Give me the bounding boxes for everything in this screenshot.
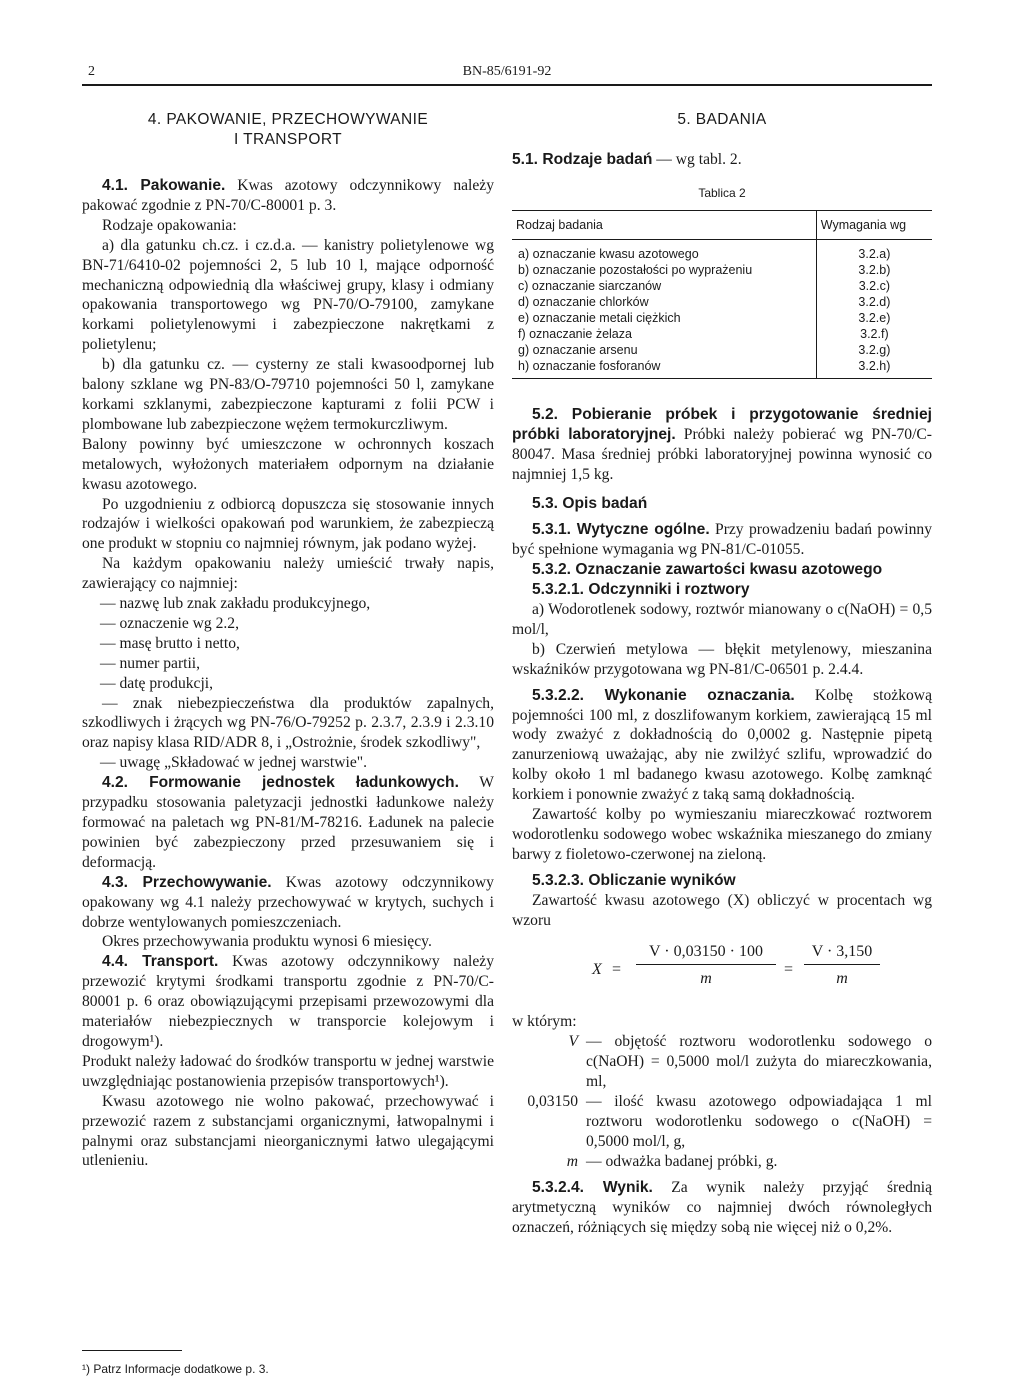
table-cell: a) oznaczanie kwasu azotowego <box>512 239 816 262</box>
table-row <box>512 262 932 278</box>
definition-item <box>512 1152 932 1172</box>
table-cell: 3.2.f) <box>860 326 889 341</box>
list-item: — uwagę „Składować w jednej warstwie". <box>100 754 368 772</box>
page-number: 2 <box>88 64 95 79</box>
paragraph-4-1: 4.1. Pakowanie. Kwas azotowy odczynnikowy należy pakować zgodnie z PN-70/C-80001 p. 3. <box>82 177 495 214</box>
heading-5-3-2: 5.3.2. Oznaczanie zawartości kwasu azotowego <box>532 561 883 579</box>
calculation-formula <box>512 942 932 1002</box>
paragraph-4-2: 4.2. Formowanie jednostek ładunkowych. W przypadku stosowania paletyzacji jednostki ładunkowe należy formować na paletach wg PN-81/M-78216. Ładunek na palecie powinien być zabezpieczony przed przesuwaniem się i deformacją. <box>82 774 494 871</box>
paragraph-5-3-2-2: 5.3.2.2. Wykonanie oznaczania. Kolbę stożkową pojemności 100 ml, z doszlifowanym korkiem, zawierającą 15 ml wody zważyć z dokładnością do 0,0002 g. Następnie pipetą zanurzeniową uważając, aby nie zwilżyć szlifu, wprowadzić do kolby około 1 ml badanego kwasu azotowego. Kolbę zamknąć korkiem i ponownie zważyć z taką samą dokładnością. <box>512 686 932 804</box>
list-item: — oznaczenie wg 2.2, <box>100 614 239 632</box>
paragraph-packaging-b: b) dla gatunku cz. — cysterny ze stali kwasoodpornej lub balony szklane wg PN-83/O-79710 pojemności 50 l, zamykane korkami szklanymi, zabezpieczone kapturami z folii PCW i plombowane lub zabezpieczone wężem termokurczliwym. <box>82 356 494 433</box>
table-cell: b) oznaczanie pozostałości po wyprażeniu <box>512 262 816 278</box>
list-item: — datę produkcji, <box>100 674 214 692</box>
formula-fraction-2 <box>804 942 880 989</box>
table-cell: 3.2.h) <box>816 358 932 379</box>
table-cell: 3.2.c) <box>858 278 890 293</box>
paragraph-5-3-2-4: 5.3.2.4. Wynik. Za wynik należy przyjąć średnią arytmetyczną wyników co najmniej dwóch równoległych oznaczeń, różniących się między sobą nie więcej niż o 0,2%. <box>512 1178 933 1236</box>
paragraph-4-4: 4.4. Transport. Kwas azotowy odczynnikowy należy przewozić krytymi środkami transportu zgodnie z PN-70/C-80001 p. 6 oraz obowiązującymi przepisami przewozowymi dla materiałów niebezpiecznych w transporcie kolejowym i drogowym¹). <box>82 953 494 1050</box>
table-row <box>512 278 932 294</box>
table-cell: d) oznaczanie chlorków <box>512 294 816 310</box>
formula-equals: = <box>784 961 794 979</box>
formula-lhs: X <box>592 961 602 979</box>
paragraph-4-3: 4.3. Przechowywanie. Kwas azotowy odczynnikowy opakowany wg 4.1 należy przechowywać w krytych, suchych i dobrze wentylowanych pomieszczeniach. <box>82 873 494 931</box>
definition-text: — ilość kwasu azotowego odpowiadająca 1 ml roztworu wodorotlenku sodowego o c(NaOH) = 0,5000 mol/l, g, <box>586 1093 932 1150</box>
paragraph-5-1: 5.1. Rodzaje badań — wg tabl. 2. <box>512 151 742 168</box>
formula-fraction-1 <box>636 942 776 989</box>
table-row <box>512 326 932 342</box>
paragraph-loading: Produkt należy ładować do środków transportu w jednej warstwie uwzględniając postanowienia przepisów transportowych¹). <box>82 1052 494 1090</box>
footnote-rule <box>82 1350 182 1351</box>
paragraph-label-intro: Na każdym opakowaniu należy umieścić trwały napis, zawierający co najmniej: <box>82 555 494 593</box>
table-cell: h) oznaczanie fosforanów <box>512 358 816 379</box>
definition-symbol: V <box>568 1033 578 1051</box>
table-cell: 3.2.e) <box>858 310 891 325</box>
formula-equals: = <box>612 961 622 979</box>
paragraph-reagent-b: b) Czerwień metylowa — błękit metylenowy, mieszanina wskaźników przygotowana wg PN-81/C-06501 p. 2.4.4. <box>512 640 932 678</box>
heading-5-3-2-3: 5.3.2.3. Obliczanie wyników <box>532 871 736 889</box>
table-cell: f) oznaczanie żelaza <box>512 326 816 342</box>
list-item: — znak niebezpieczeństwa dla produktów zapalnych, szkodliwych i żrących wg PN-76/O-79252 p. 2.3.7, 2.3.9 i 2.3.10 oraz napisy klasa RID/ADR 8, i „Ostrożnie, środek szkodliwy", <box>82 694 494 752</box>
table-row <box>512 310 932 326</box>
left-column <box>82 110 494 1171</box>
column-header: Rodzaj badania <box>512 210 816 239</box>
column-header: Wymagania wg <box>816 210 932 239</box>
paragraph-balony: Balony powinny być umieszczone w ochronnych koszach metalowych, wyłożonych materiałem odpornym na działanie kwasu azotowego. <box>82 435 494 493</box>
fraction-numerator: V · 0,03150 · 100 <box>636 942 776 965</box>
table-cell: 3.2.g) <box>858 342 891 357</box>
table-row <box>512 358 932 379</box>
definition-item <box>512 1092 932 1152</box>
definition-item <box>512 1032 932 1092</box>
fraction-denominator: m <box>836 970 848 988</box>
section-5-title: 5. BADANIA <box>677 111 767 128</box>
definition-text: — objętość roztworu wodorotlenku sodowego o c(NaOH) = 0,5000 mol/l zużyta do miareczkowania, ml, <box>586 1033 932 1091</box>
paragraph-5-3-1: 5.3.1. Wytyczne ogólne. Przy prowadzeniu badań powinny być spełnione wymagania wg PN-81/C-01055. <box>512 521 932 559</box>
paragraph-titration: Zawartość kolby po wymieszaniu miareczkować roztworem wodorotlenku sodowego wobec wskaźnika mieszanego do zmiany barwy z fioletowo-czerwonej na zieloną. <box>512 806 932 863</box>
document-code: BN-85/6191-92 <box>462 64 552 79</box>
list-item: — numer partii, <box>100 654 201 672</box>
table-cell: c) oznaczanie siarczanów <box>512 278 816 294</box>
table-cell: 3.2.b) <box>858 262 891 277</box>
tests-table <box>512 210 932 379</box>
table-cell: 3.2.a) <box>858 246 891 261</box>
definition-text: — odważka badanej próbki, g. <box>586 1152 778 1170</box>
list-item: — masę brutto i netto, <box>100 634 240 652</box>
where-label: w którym: <box>512 1013 577 1031</box>
table-row <box>512 294 932 310</box>
table-caption: Tablica 2 <box>698 185 746 200</box>
heading-5-3: 5.3. Opis badań <box>532 495 648 513</box>
fraction-numerator: V · 3,150 <box>804 942 880 965</box>
table-header-row <box>512 210 932 239</box>
list-item: — nazwę lub znak zakładu produkcyjnego, <box>100 595 371 613</box>
section-4-title: 4. PAKOWANIE, PRZECHOWYWANIE I TRANSPORT <box>147 111 429 148</box>
heading-5-3-2-1: 5.3.2.1. Odczynniki i roztwory <box>532 581 750 599</box>
paragraph-packaging-types: Rodzaje opakowania: <box>102 216 237 234</box>
paragraph-agreement: Po uzgodnieniu z odbiorcą dopuszcza się stosowanie innych rodzajów i wielkości opakowań pod warunkiem, że zabezpieczą one produkt w stopniu co najmniej równym, jak podano wyżej. <box>82 495 494 553</box>
table-cell: 3.2.d) <box>858 294 891 309</box>
label-list <box>82 594 494 773</box>
table-row <box>512 342 932 358</box>
table-row <box>512 239 932 262</box>
paragraph-5-2: 5.2. Pobieranie próbek i przygotowanie średniej próbki laboratoryjnej. Próbki należy pobierać wg PN-70/C-80047. Masa średniej próbki laboratoryjnej powinna wynosić co najmniej 1,5 kg. <box>512 405 932 483</box>
paragraph-packaging-a: a) dla gatunku ch.cz. i cz.d.a. — kanistry polietylenowe wg BN-71/6410-02 pojemności 2, 5 lub 10 l, mające odporność mechaniczną odpowiednią dla właściwej grupy, klasy i odmiany opakowania transportowego wg PN-70/O-79100, zamykane korkami polietylenowymi i zabezpieczone nakrętkami z polietylenu; <box>82 236 494 354</box>
fraction-denominator: m <box>700 970 712 988</box>
paragraph-reagent-a: a) Wodorotlenek sodowy, roztwór mianowany o c(NaOH) = 0,5 mol/l, <box>512 600 932 638</box>
footnote: ¹) Patrz Informacje dodatkowe p. 3. <box>82 1362 269 1376</box>
table-cell: g) oznaczanie arsenu <box>512 342 816 358</box>
table-cell: e) oznaczanie metali ciężkich <box>512 310 816 326</box>
right-column <box>512 110 932 1237</box>
definition-symbol: 0,03150 <box>527 1093 578 1111</box>
running-header <box>82 62 932 86</box>
paragraph-prohibition: Kwasu azotowego nie wolno pakować, przechowywać i przewozić razem z substancjami organicznymi, łatwopalnymi i palnymi oraz substancjami nieorganicznymi łatwo ulegającymi utlenieniu. <box>82 1092 494 1170</box>
paragraph-formula-intro: Zawartość kwasu azotowego (X) obliczyć w procentach wg wzoru <box>512 891 932 929</box>
paragraph-storage-period: Okres przechowywania produktu wynosi 6 miesięcy. <box>102 933 432 951</box>
definition-symbol: m <box>566 1152 578 1170</box>
